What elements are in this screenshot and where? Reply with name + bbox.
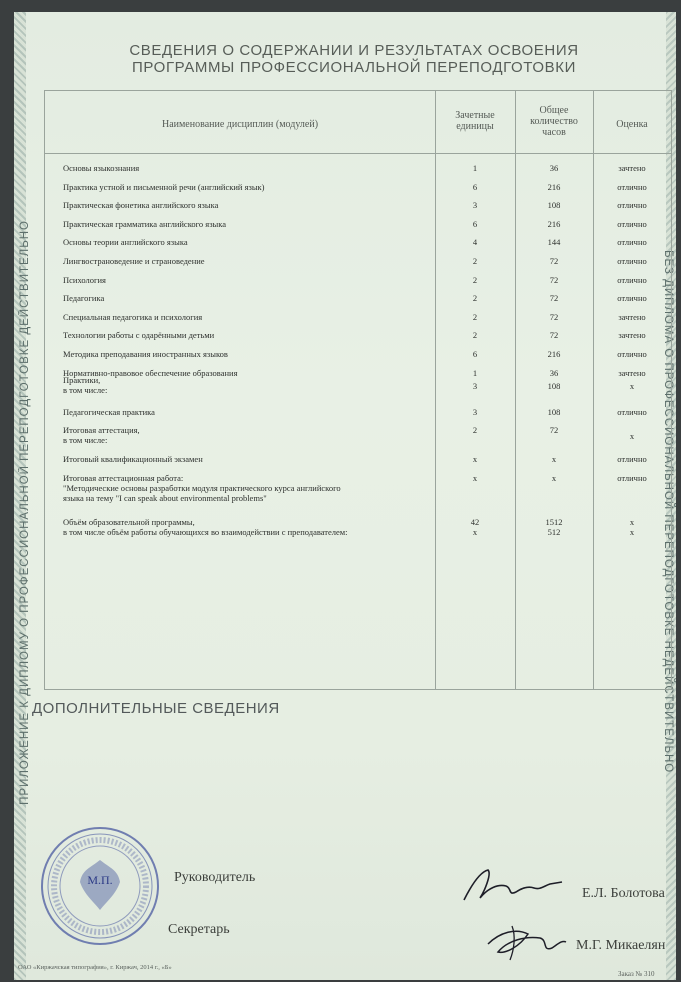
- cell-name: Практика устной и письменной речи (английский язык): [63, 181, 265, 192]
- cell-hours: 72: [549, 293, 559, 304]
- cell-name: Нормативно-правовое обеспечение образования: [63, 367, 238, 378]
- cell-grade: отлично: [617, 218, 647, 229]
- cell-units: 6: [472, 181, 478, 192]
- cell-grade: зачтено: [618, 367, 646, 378]
- cell-hours: 216: [547, 181, 561, 192]
- header-name: Наименование дисциплин (модулей): [161, 119, 319, 130]
- cell-hours: 72: [549, 311, 559, 322]
- secretary-name: М.Г. Микаелян: [576, 938, 666, 953]
- cell-hours: 72: [549, 330, 559, 341]
- header-units: Зачетные единицы: [455, 110, 495, 132]
- cell-units: 3: [472, 200, 478, 211]
- secretary-signature: [482, 918, 570, 964]
- cell-hours: 36: [549, 367, 559, 378]
- cell-hours: 216: [547, 218, 561, 229]
- cell-hours: 72: [549, 274, 559, 285]
- cell-grade: отлично: [617, 274, 647, 285]
- cell-name: Основы теории английского языка: [63, 237, 188, 248]
- cell-units: 2: [472, 330, 478, 341]
- cell-grade: отлично: [617, 200, 647, 211]
- side-text-right: БЕЗ ДИПЛОМА О ПРОФЕССИОНАЛЬНОЙ ПЕРЕПОДГОТОВКЕ НЕДЕЙСТВИТЕЛЬНО: [662, 250, 674, 774]
- cell-hours: 108: [547, 200, 561, 211]
- seal-mark: М.П.: [87, 873, 113, 887]
- document-title: СВЕДЕНИЯ О СОДЕРЖАНИИ И РЕЗУЛЬТАТАХ ОСВОЕНИЯ ПРОГРАММЫ ПРОФЕССИОНАЛЬНОЙ ПЕРЕПОДГОТОВКИ: [129, 42, 579, 76]
- order-number: Заказ № 310: [618, 970, 655, 978]
- cell-name: Методика преподавания иностранных языков: [63, 349, 228, 359]
- cell-grade: отлично: [617, 181, 647, 192]
- cell-hours: 144: [547, 237, 561, 248]
- cell-units: 2: [472, 311, 478, 322]
- cell-units: 1: [472, 367, 478, 378]
- cell-grade: зачтено: [618, 330, 646, 341]
- additional-info-heading: ДОПОЛНИТЕЛЬНЫЕ СВЕДЕНИЯ: [32, 700, 280, 717]
- cell-grade: отлично: [617, 349, 647, 359]
- cell-units: 6: [472, 218, 478, 229]
- header-hours: Общее количество часов: [530, 105, 578, 138]
- cell-hours: 36: [549, 163, 559, 173]
- official-seal: [38, 824, 162, 948]
- disciplines-table: Наименование дисциплин (модулей) Зачетные единицы Общее количество часов Оценка Основы языкознания 1 36 зачтено Практика устной и письменной речи (английский язык) 6 216 отлично Практическая фонетика английского языка 3 108 отлично Практическая грамматика английского языка 6 216 отлично Основы теории английского языка 4 144 отлично Лингвострановедение и страноведение 2 72 отлично Психология 2 72 отлично Педагогика 2 72 отлично Специальная педагогика и психология 2 72 зачтено Технологии работы с одарёнными детьми 2 72 зачтено Методика преподавания иностранных языков 6 216 отлично Нормативно-правовое обеспечение образования 1 36 зачтено Практики, в том числе: 3 108 x Педагогическая практика 3 108 отлично Итоговая аттестация, в том числе: 2 72 x Итоговый квалификационный экзамен x x отлично Итоговая аттестационная работа: "Методические основы разработки модуля практического курса английского языка на тему "I can speak about environmental problems" x x отлично Объём образовательной программы, в том числе объём работы обучающихся во взаимодействии с преподавателем: 42 x 1512 512 x x: [44, 90, 672, 690]
- cell-units: 1: [472, 163, 478, 173]
- cell-name: Психология: [63, 274, 106, 285]
- cell-grade: зачтено: [618, 311, 646, 322]
- cell-grade: отлично: [617, 256, 647, 266]
- diploma-supplement-sheet: [14, 12, 676, 980]
- head-name: Е.Л. Болотова: [582, 886, 665, 901]
- cell-name: Лингвострановедение и страноведение: [63, 256, 205, 266]
- cell-units: 4: [472, 237, 478, 248]
- header-grade: Оценка: [616, 119, 648, 130]
- printer-imprint: ОАО «Киржачская типография», г. Киржач, 2014 г., «Б»: [18, 964, 172, 971]
- side-text-left: ПРИЛОЖЕНИЕ К ДИПЛОМУ О ПРОФЕССИОНАЛЬНОЙ ПЕРЕПОДГОТОВКЕ ДЕЙСТВИТЕЛЬНО: [19, 219, 31, 805]
- cell-units: 2: [472, 293, 478, 304]
- secretary-label: Секретарь: [168, 922, 230, 937]
- cell-grade: отлично: [617, 293, 647, 304]
- cell-name: Практическая фонетика английского языка: [63, 200, 219, 211]
- cell-name: Основы языкознания: [63, 163, 140, 173]
- cell-units: 2: [472, 256, 478, 266]
- head-label: Руководитель: [174, 870, 256, 885]
- cell-grade: зачтено: [618, 163, 646, 173]
- cell-grade: отлично: [617, 237, 647, 248]
- cell-hours: 72: [549, 256, 559, 266]
- cell-name: Специальная педагогика и психология: [63, 311, 203, 322]
- cell-name: Педагогика: [63, 293, 105, 304]
- cell-units: 6: [472, 349, 478, 359]
- cell-hours: 216: [547, 349, 561, 359]
- cell-name: Технологии работы с одарёнными детьми: [63, 330, 215, 341]
- head-signature: [458, 862, 568, 908]
- cell-units: 2: [472, 274, 478, 285]
- cell-name: Практическая грамматика английского языка: [63, 218, 227, 229]
